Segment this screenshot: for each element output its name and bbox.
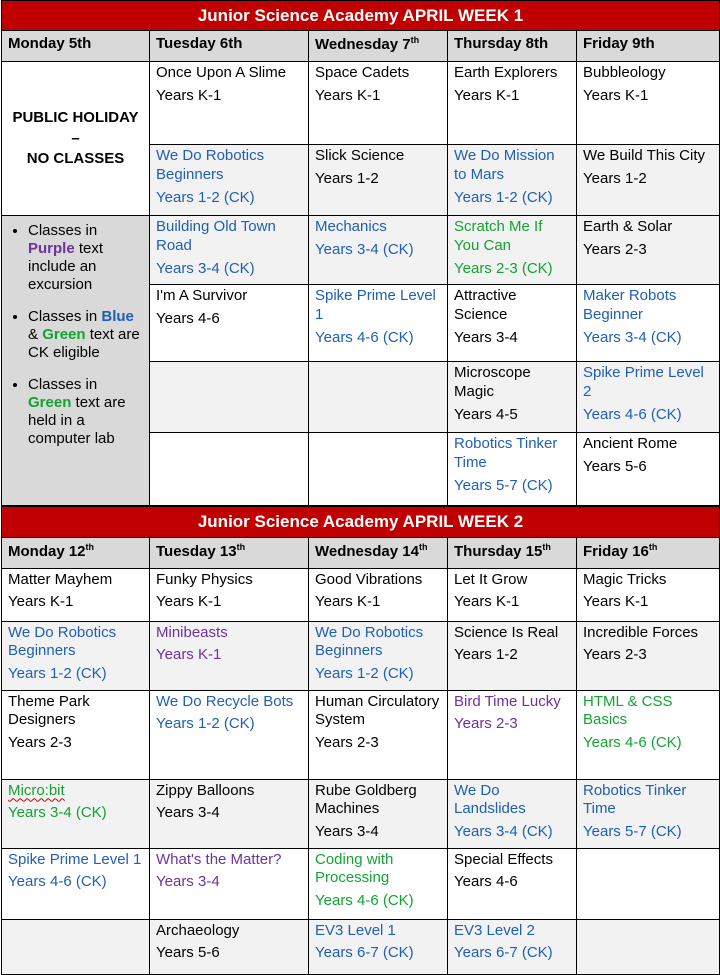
class-title: EV3 Level 2 xyxy=(454,921,535,939)
class-cell xyxy=(2,690,150,779)
class-cell xyxy=(448,568,577,621)
class-cell xyxy=(2,919,150,974)
class-title: Human Circulatory System xyxy=(315,692,440,729)
week2-row xyxy=(2,621,720,690)
class-title: What's the Matter? xyxy=(156,850,282,868)
class-title: Matter Mayhem xyxy=(8,570,113,588)
class-years: Years 4-6 (CK) xyxy=(315,892,414,909)
class-title: Microscope Magic xyxy=(454,364,531,400)
class-years: Years 1-2 xyxy=(315,170,379,187)
class-years: Years 1-2 (CK) xyxy=(8,665,107,682)
class-years: Years 2-3 xyxy=(454,715,518,733)
legend-highlight: Purple xyxy=(28,240,75,258)
class-title: We Do Landslides xyxy=(454,781,526,818)
class-years: Years 1-2 (CK) xyxy=(315,665,414,682)
class-years: Years 1-2 xyxy=(583,170,647,187)
class-title: Scratch Me If You Can xyxy=(454,218,543,254)
class-cell xyxy=(448,216,577,285)
class-cell xyxy=(309,568,448,621)
class-cell xyxy=(309,216,448,285)
class-years: Years 4-6 (CK) xyxy=(315,328,414,346)
class-years: Years K-1 xyxy=(156,87,222,104)
class-title: Once Upon A Slime xyxy=(156,64,287,82)
class-title: Minibeasts xyxy=(156,623,228,641)
legend-item xyxy=(28,222,143,294)
class-cell xyxy=(150,690,309,779)
class-years: Years K-1 xyxy=(583,593,649,611)
class-cell xyxy=(150,216,309,285)
class-cell xyxy=(577,690,720,779)
class-cell xyxy=(150,62,309,145)
class-title: Robotics Tinker Time xyxy=(583,781,687,818)
class-cell xyxy=(2,621,150,690)
class-years: Years 5-6 xyxy=(156,944,220,962)
day-header xyxy=(309,537,448,568)
class-cell xyxy=(309,690,448,779)
day-header xyxy=(2,537,150,568)
class-cell xyxy=(577,145,720,216)
class-title: Theme Park Designers xyxy=(8,692,90,729)
class-years: Years K-1 xyxy=(156,593,222,611)
legend-text: text are CK eligible xyxy=(28,326,140,362)
class-years: Years 3-4 (CK) xyxy=(8,804,107,822)
class-years: Years K-1 xyxy=(8,593,74,611)
class-cell xyxy=(577,621,720,690)
class-cell xyxy=(309,145,448,216)
class-cell xyxy=(448,145,577,216)
class-years: Years 3-4 (CK) xyxy=(583,328,682,346)
class-cell xyxy=(448,433,577,506)
class-years: Years 2-3 (CK) xyxy=(454,259,553,277)
class-years: Years 3-4 xyxy=(156,873,220,891)
class-cell xyxy=(150,568,309,621)
week-banner xyxy=(2,1,720,31)
day-name: Monday 12 xyxy=(8,542,86,560)
week-title: Junior Science Academy APRIL WEEK 2 xyxy=(2,507,720,537)
legend-text: Classes in xyxy=(28,308,102,326)
day-header xyxy=(2,31,150,62)
class-cell xyxy=(2,779,150,848)
class-years: Years K-1 xyxy=(454,593,520,611)
class-title: Earth Explorers xyxy=(454,64,558,82)
day-header-row xyxy=(2,537,720,568)
class-cell xyxy=(577,848,720,919)
class-title: Science Is Real xyxy=(454,623,559,641)
class-years: Years 5-7 (CK) xyxy=(454,476,553,494)
class-title: We Do Robotics Beginners xyxy=(8,623,117,660)
class-title: HTML & CSS Basics xyxy=(583,692,673,729)
class-cell xyxy=(309,362,448,433)
legend-text: text include an excursion xyxy=(28,240,104,294)
timetable-page xyxy=(1,0,719,975)
day-suffix: th xyxy=(542,541,551,552)
class-cell xyxy=(577,285,720,362)
legend-text: Classes in xyxy=(28,222,98,240)
class-title: I'm A Survivor xyxy=(156,287,248,305)
holiday-line2: – xyxy=(71,129,80,147)
class-cell xyxy=(577,779,720,848)
week2-row xyxy=(2,919,720,974)
holiday-line1: PUBLIC HOLIDAY xyxy=(12,109,139,127)
class-title: Let It Grow xyxy=(454,570,528,588)
class-years: Years K-1 xyxy=(315,593,381,611)
class-cell xyxy=(150,848,309,919)
class-cell xyxy=(150,285,309,362)
class-cell xyxy=(150,362,309,433)
class-title: Bubbleology xyxy=(583,64,666,82)
class-title: Magic Tricks xyxy=(583,570,667,588)
class-title: Space Cadets xyxy=(315,64,410,82)
week2-row xyxy=(2,779,720,848)
class-years: Years 6-7 (CK) xyxy=(454,944,553,962)
day-name: Monday 5th xyxy=(8,35,92,53)
class-title: Robotics Tinker Time xyxy=(454,435,558,471)
week2-table xyxy=(1,506,720,974)
class-years: Years K-1 xyxy=(583,87,649,104)
class-title: EV3 Level 1 xyxy=(315,921,396,939)
legend-text: Classes in xyxy=(28,376,98,394)
class-years: Years 5-7 (CK) xyxy=(583,823,682,840)
class-cell xyxy=(2,568,150,621)
class-cell xyxy=(448,62,577,145)
class-title: Zippy Balloons xyxy=(156,781,255,799)
class-cell xyxy=(309,621,448,690)
class-title: Archaeology xyxy=(156,921,240,939)
week-title: Junior Science Academy APRIL WEEK 1 xyxy=(2,1,720,31)
class-title: Mechanics xyxy=(315,218,387,236)
class-years: Years 3-4 xyxy=(156,804,220,822)
class-years: Years 3-4 (CK) xyxy=(156,259,255,277)
day-header xyxy=(150,537,309,568)
class-cell xyxy=(577,919,720,974)
class-years: Years 1-2 xyxy=(454,646,518,664)
week1-row xyxy=(2,216,720,285)
day-suffix: th xyxy=(410,35,420,46)
class-cell xyxy=(448,621,577,690)
day-name: Wednesday 14 xyxy=(315,542,419,560)
day-header xyxy=(577,31,720,62)
legend-list xyxy=(6,222,143,448)
day-suffix: th xyxy=(648,541,658,552)
class-title: Maker Robots Beginner xyxy=(583,287,677,323)
class-years: Years 4-6 xyxy=(156,310,220,327)
legend-item xyxy=(28,308,143,362)
class-years: Years 4-6 (CK) xyxy=(8,873,107,891)
day-header xyxy=(309,31,448,62)
class-title: Special Effects xyxy=(454,850,553,868)
day-name: Thursday 15 xyxy=(454,542,543,560)
day-suffix: th xyxy=(236,541,246,552)
class-cell xyxy=(577,433,720,506)
class-years: Years 4-5 xyxy=(454,405,518,423)
day-name: Tuesday 13 xyxy=(156,542,237,560)
week1-table xyxy=(1,0,720,506)
class-cell xyxy=(150,779,309,848)
class-years: Years 4-6 (CK) xyxy=(583,405,682,423)
class-years: Years 1-2 (CK) xyxy=(156,715,255,733)
class-years: Years 2-3 xyxy=(583,241,647,258)
class-cell xyxy=(577,568,720,621)
class-title: We Build This City xyxy=(583,147,705,165)
day-header xyxy=(448,537,577,568)
legend-item xyxy=(28,376,143,448)
day-name: Tuesday 6th xyxy=(156,35,243,53)
week-banner xyxy=(2,507,720,537)
class-cell xyxy=(150,621,309,690)
day-header xyxy=(150,31,309,62)
week2-row xyxy=(2,848,720,919)
class-cell xyxy=(309,62,448,145)
class-years: Years K-1 xyxy=(454,87,520,104)
class-cell xyxy=(448,779,577,848)
class-years: Years 2-3 xyxy=(583,646,647,664)
class-title: Slick Science xyxy=(315,147,405,165)
class-title: Building Old Town Road xyxy=(156,218,276,254)
class-years: Years 3-4 (CK) xyxy=(454,823,553,840)
legend-notes xyxy=(2,216,150,506)
class-title: Spike Prime Level 1 xyxy=(315,287,436,323)
week2-row xyxy=(2,568,720,621)
class-cell xyxy=(309,848,448,919)
week2-row xyxy=(2,690,720,779)
class-cell xyxy=(150,145,309,216)
class-years: Years 4-6 (CK) xyxy=(583,734,682,751)
class-title: Micro:bit xyxy=(8,781,65,799)
day-name: Thursday 8th xyxy=(454,35,549,53)
class-title: We Do Robotics Beginners xyxy=(315,623,424,660)
day-header xyxy=(448,31,577,62)
class-title: Spike Prime Level 2 xyxy=(583,364,704,400)
class-title: Bird Time Lucky xyxy=(454,692,561,710)
class-title: We Do Recycle Bots xyxy=(156,692,294,710)
legend-text: text are held in a computer lab xyxy=(28,394,126,448)
class-cell xyxy=(448,919,577,974)
class-years: Years 2-3 xyxy=(8,734,72,751)
class-cell xyxy=(2,848,150,919)
class-cell xyxy=(309,919,448,974)
class-cell xyxy=(150,433,309,506)
class-title: Coding with Processing xyxy=(315,850,394,887)
class-title: Incredible Forces xyxy=(583,623,699,641)
day-suffix: th xyxy=(418,541,428,552)
class-cell xyxy=(577,62,720,145)
class-cell xyxy=(577,216,720,285)
day-name: Wednesday 7 xyxy=(315,36,411,54)
public-holiday-cell xyxy=(2,62,150,216)
class-title: Rube Goldberg Machines xyxy=(315,781,417,818)
day-name: Friday 16 xyxy=(583,542,649,560)
class-years: Years 4-6 xyxy=(454,873,518,891)
class-cell xyxy=(448,848,577,919)
class-years: Years K-1 xyxy=(315,87,381,104)
class-cell xyxy=(309,285,448,362)
class-title: Funky Physics xyxy=(156,570,253,588)
class-cell xyxy=(448,690,577,779)
day-suffix: th xyxy=(85,541,95,552)
legend-text: & xyxy=(28,326,43,344)
class-years: Years K-1 xyxy=(156,646,222,664)
day-header-row xyxy=(2,31,720,62)
legend-highlight: Green xyxy=(42,326,86,344)
class-title: Good Vibrations xyxy=(315,570,423,588)
class-title: Attractive Science xyxy=(454,287,517,323)
class-years: Years 1-2 (CK) xyxy=(156,188,255,206)
class-years: Years 3-4 xyxy=(454,328,518,346)
week1-row xyxy=(2,62,720,145)
class-years: Years 3-4 xyxy=(315,823,379,840)
day-header xyxy=(577,537,720,568)
class-years: Years 5-6 xyxy=(583,458,647,475)
class-years: Years 3-4 (CK) xyxy=(315,241,414,258)
legend-highlight: Green xyxy=(28,394,72,412)
day-name: Friday 9th xyxy=(583,35,655,53)
class-title: Earth & Solar xyxy=(583,218,673,236)
class-cell xyxy=(448,362,577,433)
class-title: We Do Robotics Beginners xyxy=(156,147,265,183)
class-years: Years 2-3 xyxy=(315,734,379,751)
class-years: Years 1-2 (CK) xyxy=(454,188,553,206)
class-cell xyxy=(150,919,309,974)
class-cell xyxy=(577,362,720,433)
class-years: Years 6-7 (CK) xyxy=(315,944,414,962)
legend-highlight: Blue xyxy=(101,308,134,326)
class-title: We Do Mission to Mars xyxy=(454,147,555,183)
class-cell xyxy=(309,779,448,848)
holiday-line3: NO CLASSES xyxy=(26,149,125,167)
class-title: Spike Prime Level 1 xyxy=(8,850,142,868)
class-cell xyxy=(448,285,577,362)
class-cell xyxy=(309,433,448,506)
class-title: Ancient Rome xyxy=(583,435,678,453)
